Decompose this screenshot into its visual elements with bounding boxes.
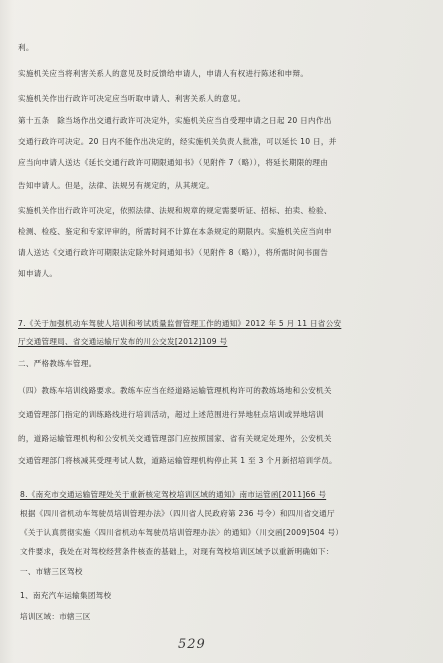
- heading-item-7: 7.《关于加强机动车驾驶人培训和考试质量监督管理工作的通知》2012 年 5 月 11 日省公安: [18, 319, 342, 328]
- heading-item-7-cont: 厅交通管理局、省交通运输厅发布的川公交发[2012]109 号: [18, 337, 228, 346]
- text-line: 实施机关应当将利害关系人的意见及时反馈给申请人，申请人有权进行陈述和申辩。: [18, 69, 309, 78]
- heading-item-8: 8.《南充市交通运输管理处关于重新核定驾校培训区域的通知》南市运管函[2011]66 号: [20, 490, 327, 499]
- text-line: 实施机关作出行政许可决定应当听取申请人、利害关系人的意见。: [18, 94, 246, 103]
- text-line: 利。: [18, 43, 34, 52]
- text-line: 实施机关作出行政许可决定，依照法律、法规和规章的规定需要听证、招标、拍卖、检验、: [18, 206, 332, 215]
- text-line: 根据《四川省机动车驾驶员培训管理办法》（四川省人民政府第 236 号令）和四川省交通厅: [20, 509, 335, 518]
- text-line: 交通管理部门指定的训练路线进行培训活动，超过上述范围进行异地驻点培训或异地培训: [18, 410, 324, 419]
- text-line: （四）教练车培训线路要求。教练车应当在经道路运输管理机构许可的教练场地和公安机关: [18, 386, 332, 395]
- section-heading: 二、严格教练车管理。: [18, 359, 97, 368]
- text-line: 的，道路运输管理机构和公安机关交通管理部门应按照国家、省有关规定处理外，公安机关: [18, 434, 332, 443]
- text-line: 《关于认真贯彻实施〈四川省机动车驾驶员培训管理办法〉的通知》（川交函[2009]504 号）: [20, 528, 344, 537]
- text-line: 交通行政许可决定。20 日内不能作出决定的，经实施机关负责人批准，可以延长 10 日，并: [18, 137, 337, 146]
- text-line: 告知申请人。但是，法律、法规另有规定的，从其规定。: [18, 181, 215, 190]
- text-line: 请人送达《交通行政许可期限法定除外时间通知书》（见附件 8（略）），将所需时间书面告: [18, 248, 329, 257]
- text-line: 检测、检疫、鉴定和专家评审的，所需时间不计算在本条规定的期限内。实施机关应当向申: [18, 227, 332, 236]
- text-line: 应当向申请人送达《延长交通行政许可期限通知书》（见附件 7（略）），将延长期限的理由: [18, 158, 329, 167]
- page-edge-shadow: [0, 0, 14, 663]
- list-item-detail: 培训区域：市辖三区: [20, 612, 91, 621]
- text-line: 交通管理部门将核减其受理考试人数，道路运输管理机构停止其 1 至 3 个月新招培训学员。: [18, 456, 337, 465]
- text-line: 第十五条 除当场作出交通行政许可决定外，实施机关应当自受理申请之日起 20 日内作出: [18, 116, 332, 125]
- section-heading: 一、市辖三区驾校: [20, 567, 83, 576]
- text-line: 文件要求，我处在对驾校经营条件核查的基础上，对现有驾校培训区域予以重新明确如下：: [20, 547, 334, 556]
- page-number: 529: [178, 637, 206, 652]
- list-item: 1、南充汽车运输集团驾校: [20, 591, 112, 600]
- text-line: 知申请人。: [18, 269, 58, 278]
